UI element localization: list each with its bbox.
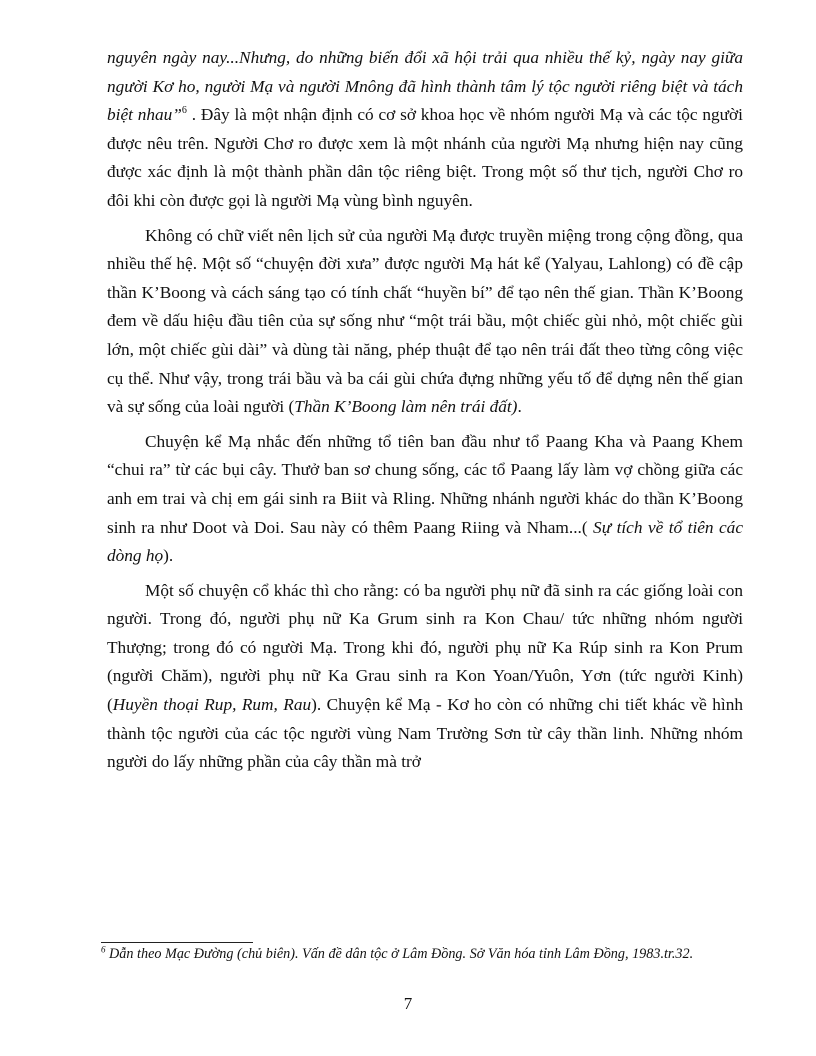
paragraph-text: ). Chuyện kể Mạ - Kơ ho còn có những chi tiết khác về hình thành tộc người của các tộc người vùng Nam Trường Sơn từ cây thần linh. Những nhóm người do lấy những phần của cây thần mà trở [107,695,743,772]
paragraph-text: . [517,397,522,417]
paragraph-1 [107,44,743,216]
paragraph-text: ). [163,546,174,566]
paragraph-text: Chuyện kể Mạ nhắc đến những tổ tiên ban đầu như tổ Paang Kha và Paang Khem “chui ra” từ các bụi cây. Thưở ban sơ chung sống, các tổ Paang lấy làm vợ chồng giữa các anh em trai và chị em gái sinh ra Biit và Rling. Những nhánh người khác do thần K’Boong sinh ra như Doot và Doi. Sau này có thêm Paang Riing và Nham...( [107,431,743,537]
paragraph-text: Một số chuyện cổ khác thì cho rằng: có ba người phụ nữ đã sinh ra các giống loài con người. Trong đó, người phụ nữ Ka Grum sinh ra Kon Chau/ tức những nhóm người Thượng; trong đó có người Mạ. Trong khi đó, người phụ nữ Ka Rúp sinh ra Kon Prum (người Chăm), người phụ nữ Ka Grau sinh ra Kon Yoan/Yuôn, Yơn (tức người Kinh) ( [107,580,743,715]
story-title: Huyền thoại Rup, Rum, Rau [112,695,312,715]
page-number: 7 [403,994,413,1013]
footnote-reference[interactable]: 6 [181,105,187,117]
footnote-marker: 6 [101,944,106,955]
paragraph-text: Không có chữ viết nên lịch sử của người Mạ được truyền miệng trong cộng đồng, qua nhiều thế hệ. Một số “chuyện đời xưa” được người Mạ hát kể (Yalyau, Lahlong) có đề cập thần K’Boong và cách sáng tạo có tính chất “huyền bí” để tạo nên thế gian. Thần K’Boong đem về dấu hiệu đầu tiên của sự sống như “một trái bầu, một chiếc gùi nhỏ, một chiếc gùi lớn, một chiếc gùi dài” và dùng tài năng, phép thuật để tạo nên trái đất theo từng công việc cụ thể. Như vậy, trong trái bầu và ba cái gùi chứa đựng những yếu tố để dựng nên thế gian và sự sống của loài người ( [107,225,743,417]
body-text [107,44,743,777]
footnote-separator [101,942,253,943]
footnote [101,946,751,963]
paragraph-text: . Đây là một nhận định có cơ sở khoa học về nhóm người Mạ và các tộc người được nêu trên. Người Chơ ro được xem là một nhánh của người Mạ nhưng hiện nay cũng được xác định là một thành phần dân tộc riêng biệt. Trong một số thư tịch, người Chơ ro đôi khi còn được gọi là người Mạ vùng bình nguyên. [107,105,743,210]
story-title: Thần K’Boong làm nên trái đất) [294,397,518,417]
quote-text: nguyên ngày nay...Nhưng, do những biến đổi xã hội trải qua nhiều thế kỷ, ngày nay giữa người Kơ ho, người Mạ và người Mnông đã hình thành tâm lý tộc người riêng biệt và tách biệt nhau” [107,48,743,125]
story-title: Sự tích về tổ tiên các dòng họ [107,517,743,566]
paragraph-3 [107,428,743,571]
paragraph-4 [107,577,743,777]
footnote-text: Dẫn theo Mạc Đường (chủ biên). Vấn đề dân tộc ở Lâm Đồng. Sở Văn hóa tỉnh Lâm Đồng, 1983.tr.32. [105,946,694,962]
paragraph-2 [107,222,743,422]
